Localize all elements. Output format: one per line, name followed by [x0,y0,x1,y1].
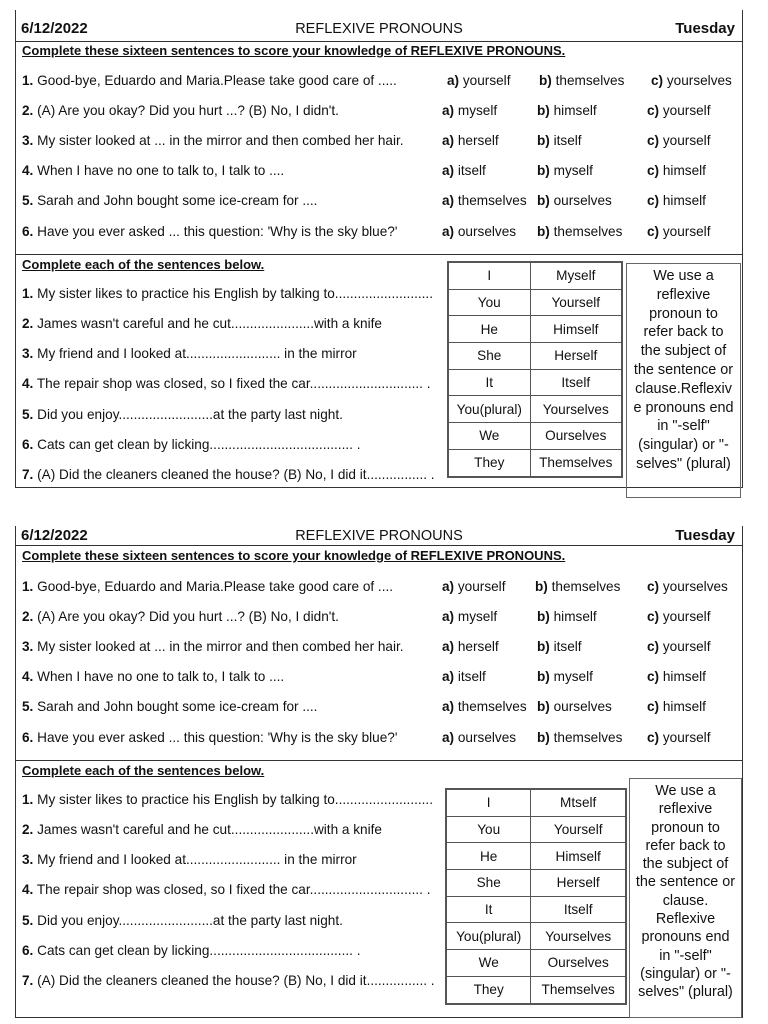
option-b[interactable]: b) ourselves [537,193,612,208]
pronoun-table [447,261,623,478]
table-row [449,263,622,290]
option-c[interactable]: c) yourselves [647,579,728,594]
table-cell: Themselves [530,449,621,476]
option-b[interactable]: b) themselves [539,73,625,88]
option-b[interactable]: b) himself [537,103,597,118]
fill-question: 1. My sister likes to practice his English by talking to.......................... [22,792,433,807]
table-cell: Ourselves [531,950,626,977]
option-c[interactable]: c) himself [647,699,706,714]
table-cell: Himself [530,316,621,343]
worksheet-header [15,10,743,42]
option-a[interactable]: a) yourself [442,579,506,594]
option-b[interactable]: b) ourselves [537,699,612,714]
table-row [447,870,626,897]
mc-question: 2. (A) Are you okay? Did you hurt ...? (B) No, I didn't. [22,609,339,624]
mc-question: 4. When I have no one to talk to, I talk to .... [22,163,285,178]
table-cell: We [449,423,531,450]
option-c[interactable]: c) yourself [647,609,711,624]
header-day: Tuesday [675,527,735,544]
table-cell: Themselves [531,976,626,1003]
table-cell: Ourselves [530,423,621,450]
option-a[interactable]: a) themselves [442,699,527,714]
table-row [449,316,622,343]
table-row [449,449,622,476]
option-c[interactable]: c) yourself [647,639,711,654]
header-title: REFLEXIVE PRONOUNS [295,21,463,37]
multiple-choice-instruction: Complete these sixteen sentences to score your knowledge of REFLEXIVE PRONOUNS. [22,43,566,58]
mc-question: 1. Good-bye, Eduardo and Maria.Please take good care of .... [22,579,394,594]
fill-question: 2. James wasn't careful and he cut......................with a knife [22,822,382,837]
fill-question: 5. Did you enjoy.........................at the party last night. [22,913,343,928]
fill-question: 7. (A) Did the cleaners cleaned the house? (B) No, I did it................ . [22,973,435,988]
header-title: REFLEXIVE PRONOUNS [295,528,463,544]
pronoun-table [445,788,627,1005]
table-cell: Herself [531,870,626,897]
table-cell: Himself [531,843,626,870]
header-date: 6/12/2022 [21,20,88,37]
reflexive-note-box: We use a reflexive pronoun to refer back to the subject of the sentence or clause.Reflexiv e pronouns end in "-self" (singular) or "- selves" (plural) [626,263,741,498]
option-b[interactable]: b) themselves [537,224,623,239]
multiple-choice-instruction: Complete these sixteen sentences to score your knowledge of REFLEXIVE PRONOUNS. [22,548,566,563]
table-cell: It [447,896,531,923]
fill-question: 4. The repair shop was closed, so I fixed the car.............................. . [22,376,431,391]
mc-question: 2. (A) Are you okay? Did you hurt ...? (B) No, I didn't. [22,103,339,118]
option-a[interactable]: a) itself [442,669,486,684]
mc-question: 1. Good-bye, Eduardo and Maria.Please take good care of ..... [22,73,397,88]
table-cell: Itself [530,369,621,396]
table-row [449,369,622,396]
table-cell: Mtself [531,790,626,817]
table-row [449,289,622,316]
worksheet-2 [15,526,743,1018]
table-cell: Itself [531,896,626,923]
option-a[interactable]: a) ourselves [442,224,517,239]
worksheet-1 [15,10,743,488]
fill-question: 2. James wasn't careful and he cut......................with a knife [22,316,382,331]
fill-question: 5. Did you enjoy.........................at the party last night. [22,407,343,422]
table-cell: You(plural) [449,396,531,423]
table-row [447,843,626,870]
header-day: Tuesday [675,20,735,37]
table-cell: She [449,343,531,370]
table-row [447,816,626,843]
table-cell: Yourself [530,289,621,316]
mc-question: 5. Sarah and John bought some ice-cream for .... [22,193,318,208]
table-cell: You [447,816,531,843]
fill-question: 3. My friend and I looked at......................... in the mirror [22,346,357,361]
option-b[interactable]: b) themselves [537,730,623,745]
table-cell: I [449,263,531,290]
table-cell: Yourself [531,816,626,843]
table-cell: I [447,790,531,817]
option-c[interactable]: c) yourself [647,103,711,118]
fill-question: 3. My friend and I looked at......................... in the mirror [22,852,357,867]
option-c[interactable]: c) himself [647,193,706,208]
table-cell: You [449,289,531,316]
option-c[interactable]: c) himself [647,163,706,178]
option-b[interactable]: b) itself [537,133,582,148]
option-a[interactable]: a) herself [442,133,499,148]
table-cell: You(plural) [447,923,531,950]
option-a[interactable]: a) myself [442,103,498,118]
option-a[interactable]: a) themselves [442,193,527,208]
fill-in-instruction: Complete each of the sentences below. [22,763,265,778]
fill-question: 4. The repair shop was closed, so I fixed the car.............................. . [22,882,431,897]
option-a[interactable]: a) yourself [447,73,511,88]
table-cell: Yourselves [531,923,626,950]
option-b[interactable]: b) himself [537,609,597,624]
table-row [447,976,626,1003]
header-date: 6/12/2022 [21,527,88,544]
mc-question: 3. My sister looked at ... in the mirror and then combed her hair. [22,133,404,148]
fill-in-instruction: Complete each of the sentences below. [22,257,265,272]
table-row [449,423,622,450]
option-c[interactable]: c) yourself [647,730,711,745]
table-cell: Yourselves [530,396,621,423]
mc-question: 5. Sarah and John bought some ice-cream for .... [22,699,318,714]
table-cell: Myself [530,263,621,290]
option-a[interactable]: a) ourselves [442,730,517,745]
section-divider [15,254,743,255]
table-row [447,950,626,977]
mc-question: 4. When I have no one to talk to, I talk to .... [22,669,285,684]
fill-question: 6. Cats can get clean by licking...................................... . [22,943,361,958]
option-a[interactable]: a) herself [442,639,499,654]
option-a[interactable]: a) myself [442,609,498,624]
table-cell: They [447,976,531,1003]
worksheet-header [15,526,743,546]
table-row [449,396,622,423]
option-b[interactable]: b) themselves [535,579,621,594]
option-c[interactable]: c) yourselves [651,73,732,88]
fill-question: 1. My sister likes to practice his English by talking to.......................... [22,286,433,301]
table-row [449,343,622,370]
table-row [447,790,626,817]
table-cell: He [449,316,531,343]
section-divider [15,760,743,761]
option-c[interactable]: c) yourself [647,224,711,239]
reflexive-note-box: We use a reflexive pronoun to refer back to the subject of the sentence or clause. Reflexive pronouns end in "-self" (singular) or "- selves" (plural) [629,778,742,1018]
table-row [447,896,626,923]
table-cell: He [447,843,531,870]
option-b[interactable]: b) myself [537,163,593,178]
table-row [447,923,626,950]
mc-question: 3. My sister looked at ... in the mirror and then combed her hair. [22,639,404,654]
table-cell: Herself [530,343,621,370]
mc-question: 6. Have you ever asked ... this question: 'Why is the sky blue?' [22,730,398,745]
option-b[interactable]: b) itself [537,639,582,654]
table-cell: We [447,950,531,977]
option-a[interactable]: a) itself [442,163,486,178]
option-b[interactable]: b) myself [537,669,593,684]
table-cell: They [449,449,531,476]
mc-question: 6. Have you ever asked ... this question: 'Why is the sky blue?' [22,224,398,239]
table-cell: It [449,369,531,396]
table-cell: She [447,870,531,897]
fill-question: 6. Cats can get clean by licking...................................... . [22,437,361,452]
fill-question: 7. (A) Did the cleaners cleaned the house? (B) No, I did it................ . [22,467,435,482]
option-c[interactable]: c) yourself [647,133,711,148]
option-c[interactable]: c) himself [647,669,706,684]
